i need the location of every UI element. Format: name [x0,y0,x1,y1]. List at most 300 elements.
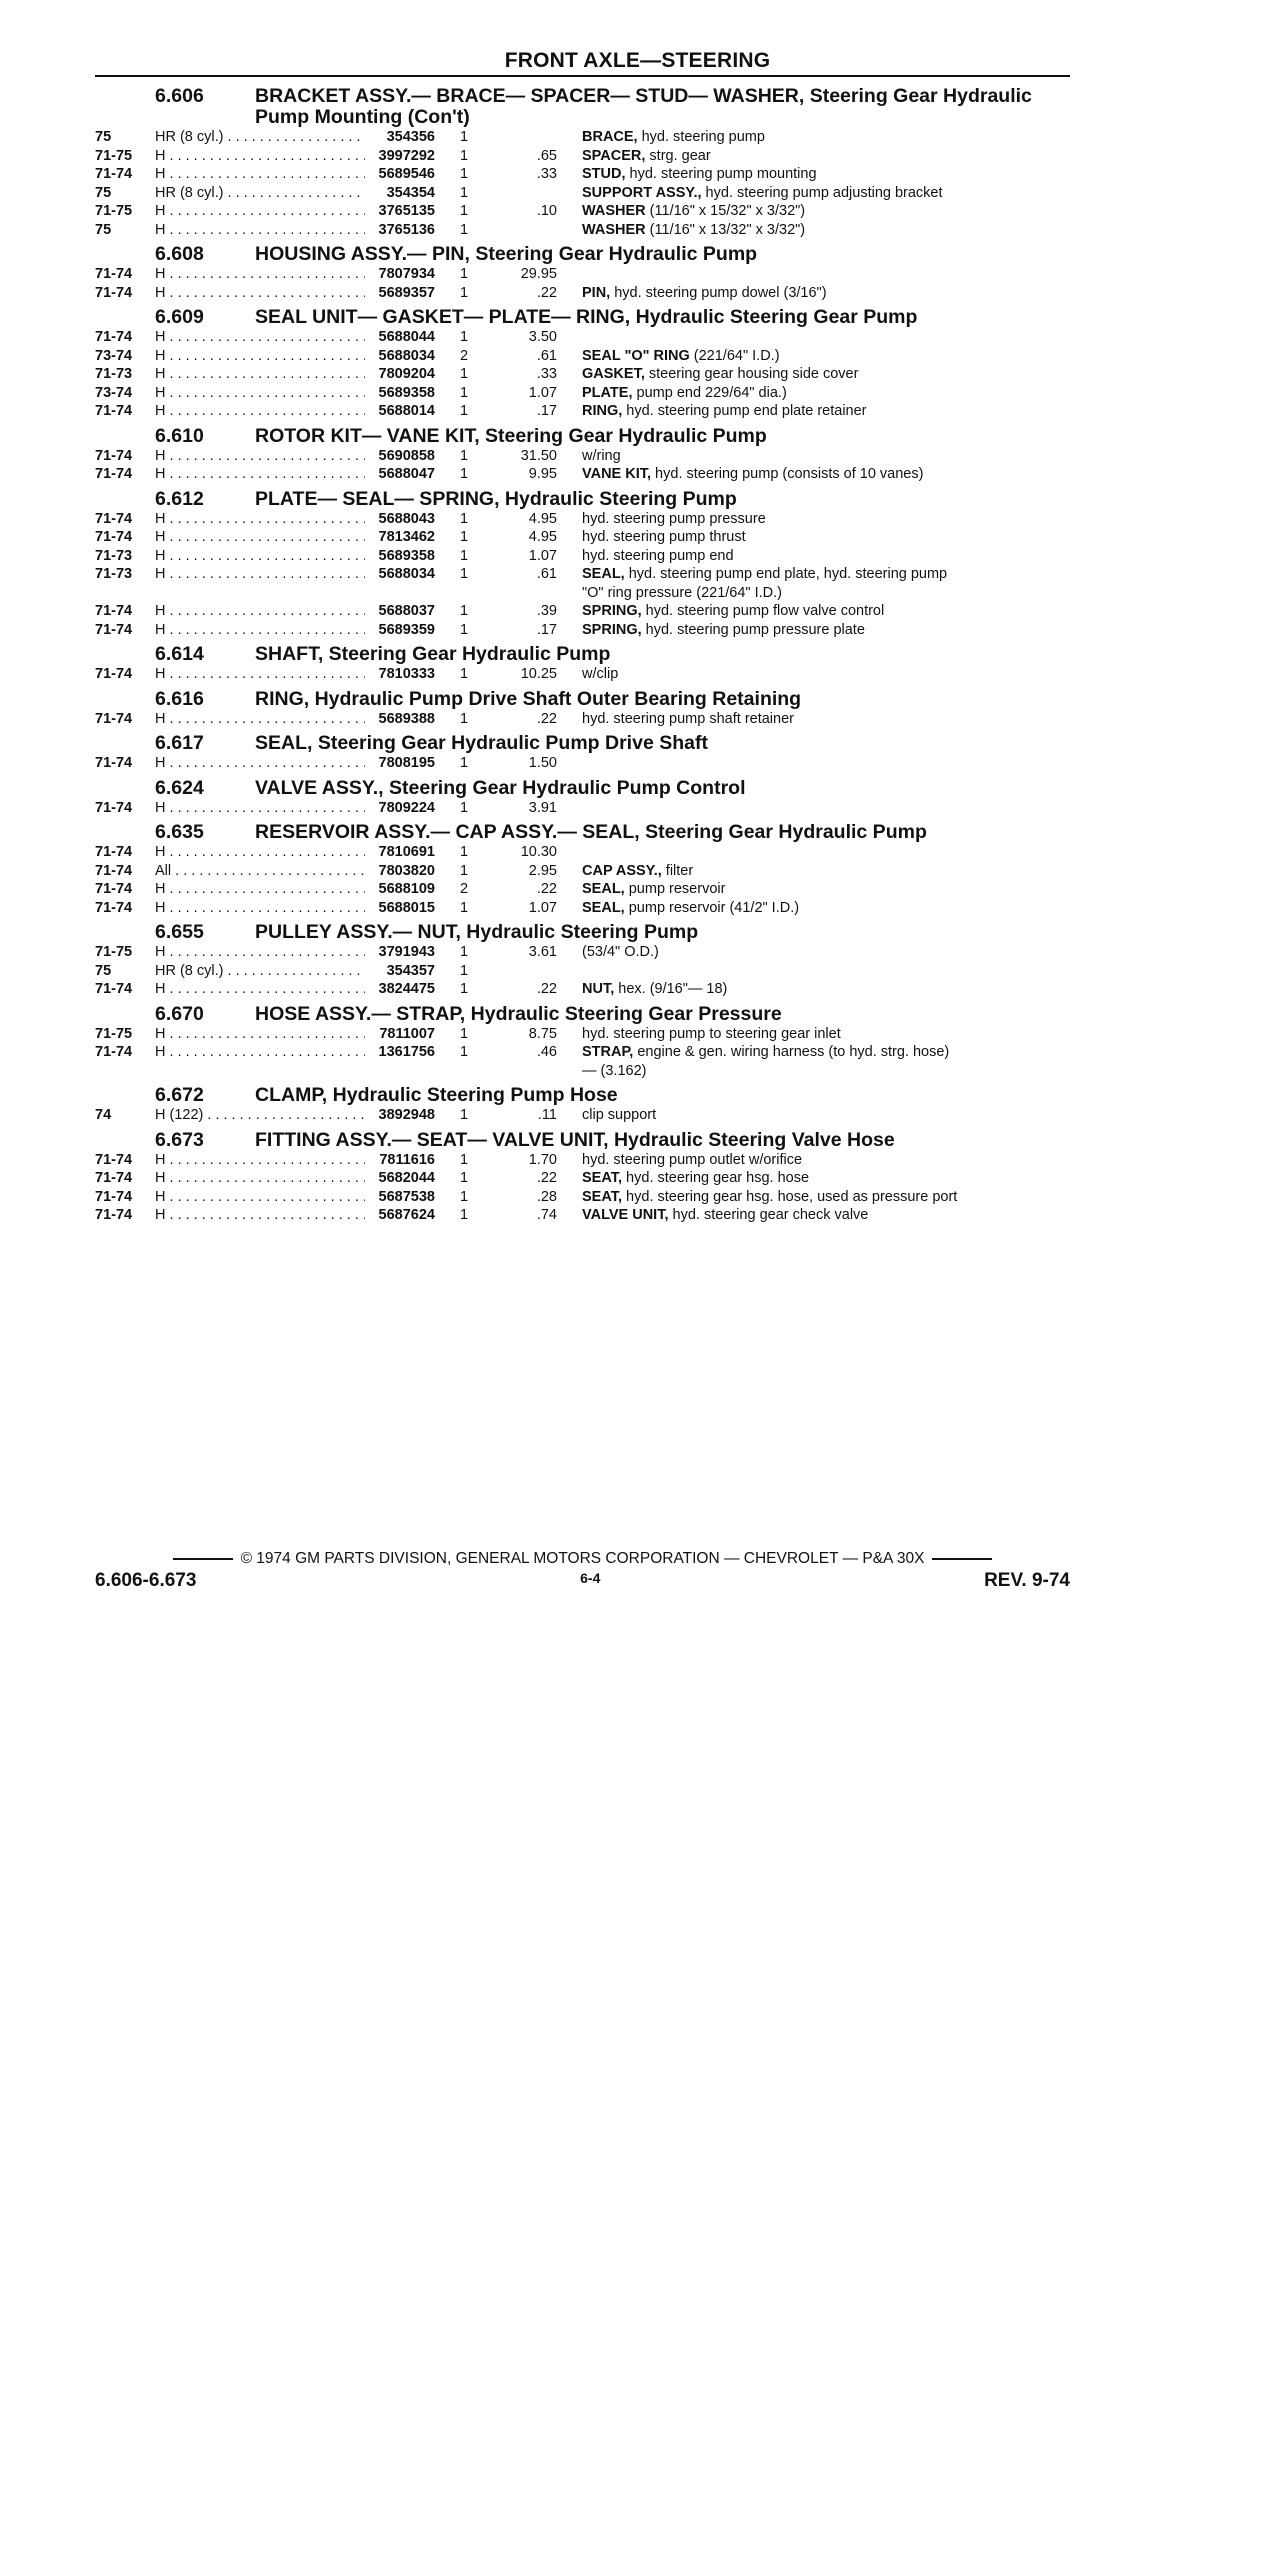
parts-group [95,1004,1075,1081]
quantity: 1 [460,1207,469,1223]
part-number: 5689388 [378,710,435,727]
part-row [95,165,1075,184]
model-years: 71-74 [95,621,133,638]
group-number: 6.616 [155,687,204,710]
application: H . . . [155,602,365,621]
part-number: 7809204 [378,366,435,382]
model-years: 71-73 [95,366,133,382]
part-number: 7803820 [378,862,435,879]
description-name: WASHER [582,203,646,219]
part-number: 3791943 [378,944,435,960]
application: H . . . [155,665,365,684]
group-title: SEAL UNIT— GASKET— PLATE— RING, Hydraulic Steering Gear Pump [255,306,918,328]
price: 3.50 [528,329,557,345]
price: 4.95 [528,529,557,545]
price [497,221,557,240]
description [557,147,960,166]
description [557,347,960,366]
model-years: 75 [95,129,112,145]
description [557,665,960,684]
description-name: SEAL, [582,881,625,897]
part-row [95,202,1075,221]
price: 1.70 [528,1151,557,1168]
part-number: 5688044 [378,329,435,345]
part-row [95,465,1075,484]
description [557,799,960,818]
model-years: 71-74 [95,844,133,860]
application: H . . . [155,1188,365,1207]
description [557,447,960,466]
group-number: 6.670 [155,1002,204,1025]
application: H . . . [155,384,365,403]
description-name: WASHER [582,221,646,238]
price: .65 [536,147,557,164]
description [557,128,960,147]
description [557,1169,960,1188]
application: H . . . [155,347,365,366]
part-number: 3892948 [378,1107,435,1123]
quantity: 1 [460,184,469,201]
group-heading [95,1130,1075,1151]
part-number: 354354 [386,184,435,201]
description-name: SEAL, [582,899,625,916]
description-name: SUPPORT ASSY., [582,184,702,201]
part-row [95,843,1075,862]
parts-group [95,307,1075,421]
description [557,862,960,881]
part-number: 5689546 [378,166,435,182]
description-text: pump reservoir [624,881,726,897]
description-name: BRACE, [582,129,638,145]
application: H . . . [155,1025,365,1044]
part-row [95,665,1075,684]
part-row [95,528,1075,547]
part-number: 5687624 [378,1207,435,1223]
description-name: VANE KIT, [582,466,652,482]
application: H . . . [155,880,365,899]
description-text: clip support [582,1107,657,1123]
description-name: STRAP, [582,1044,634,1060]
part-number: 7811007 [379,1025,435,1042]
price: .61 [536,566,557,582]
part-number: 5688034 [378,347,435,364]
application: H . . . [155,1151,365,1170]
part-row [95,365,1075,384]
price: .17 [536,621,557,638]
group-heading [95,489,1075,510]
group-heading [95,426,1075,447]
description-name: SEAL "O" RING [582,347,690,364]
quantity: 1 [460,166,469,182]
quantity: 1 [460,862,469,879]
part-row [95,1169,1075,1188]
price [497,184,557,203]
quantity: 1 [460,844,469,860]
parts-group [95,489,1075,640]
application: H . . . [155,447,365,466]
quantity: 1 [460,329,469,345]
description [557,602,960,621]
quantity: 1 [460,547,469,564]
footer-info-line [95,1570,1070,1592]
application: H . . . [155,1169,365,1188]
parts-group [95,922,1075,999]
part-number: 1361756 [378,1044,435,1060]
model-years: 71-74 [95,403,133,419]
quantity: 1 [460,981,469,997]
quantity: 1 [460,266,469,282]
price: .33 [536,366,557,382]
part-row [95,565,1075,602]
group-heading [95,733,1075,754]
part-row [95,1106,1075,1125]
model-years: 71-74 [95,284,133,301]
description-name: SEAT, [582,1170,623,1186]
description [557,962,960,981]
part-row [95,1043,1075,1080]
description [557,510,960,529]
group-title: CLAMP, Hydraulic Steering Pump Hose [255,1084,618,1106]
model-years: 71-75 [95,944,133,960]
part-number: 7813462 [378,529,435,545]
model-years: 71-74 [95,862,133,879]
model-years: 71-74 [95,266,133,282]
model-years: 71-74 [95,981,133,997]
quantity: 1 [460,147,469,164]
price: .22 [536,710,557,727]
part-row [95,284,1075,303]
application: H . . . [155,943,365,962]
part-number: 5688015 [378,899,435,916]
model-years: 71-75 [95,203,133,219]
description-text: hyd. steering pump pressure [582,510,766,527]
part-row [95,899,1075,918]
quantity: 1 [460,203,469,219]
description-name: VALVE UNIT, [582,1207,669,1223]
model-years: 73-74 [95,384,133,401]
price: .28 [536,1188,557,1205]
application: H . . . [155,528,365,547]
part-row [95,221,1075,240]
model-years: 75 [95,962,112,979]
quantity: 1 [460,899,469,916]
description-text: hyd. steering gear hsg. hose [622,1170,810,1186]
description [557,384,960,403]
group-title: VALVE ASSY., Steering Gear Hydraulic Pump Control [255,776,746,799]
group-number: 6.610 [155,424,204,447]
description [557,1188,960,1207]
part-row [95,880,1075,899]
group-number: 6.624 [155,776,204,799]
price: .46 [536,1044,557,1060]
application: H . . . [155,621,365,640]
group-title: SHAFT, Steering Gear Hydraulic Pump [255,643,611,665]
group-heading [95,689,1075,710]
quantity: 1 [460,529,469,545]
group-heading [95,922,1075,943]
description-name: CAP ASSY., [582,862,662,879]
part-number: 7811616 [379,1151,435,1168]
quantity: 1 [460,621,469,638]
description-name: SPRING, [582,621,642,638]
model-years: 71-74 [95,1207,133,1223]
part-number: 3765135 [378,203,435,219]
group-heading [95,1004,1075,1025]
application: HR (8 cyl.) . . . [155,184,365,203]
description [557,365,960,384]
description-text: hyd. steering pump shaft retainer [582,710,794,727]
application: H (122) . . . [155,1106,365,1125]
description-text: hyd. steering gear hsg. hose, used as pressure port [622,1188,958,1205]
description-text: filter [661,862,694,879]
description-name: SPACER, [582,147,646,164]
part-row [95,547,1075,566]
description [557,710,960,729]
description-text: hyd. steering pump thrust [582,529,746,545]
part-number: 7809224 [378,799,435,816]
group-number: 6.609 [155,306,204,328]
group-number: 6.614 [155,643,204,665]
group-number: 6.606 [155,85,204,107]
application: H . . . [155,1043,365,1080]
footer-rule-right [932,1558,992,1560]
description-name: GASKET, [582,366,645,382]
group-heading [95,1085,1075,1106]
price: .33 [536,166,557,182]
model-years: 71-74 [95,166,133,182]
price: 31.50 [520,447,557,464]
quantity: 1 [460,447,469,464]
part-row [95,265,1075,284]
price: 10.25 [520,666,557,682]
price [497,128,557,147]
description-text: (11/16" x 13/32" x 3/32") [645,221,806,238]
description [557,184,960,203]
group-title: BRACKET ASSY.— BRACE— SPACER— STUD— WASHER, Steering Gear Hydraulic Pump Mounting (Con't) [255,85,1032,128]
quantity: 1 [460,466,469,482]
page-title: FRONT AXLE—STEERING [504,49,771,72]
application: H . . . [155,799,365,818]
price: 9.95 [528,466,557,482]
parts-group [95,1085,1075,1125]
part-row [95,1206,1075,1225]
quantity: 1 [460,510,469,527]
price: 1.07 [528,899,557,916]
application: H . . . [155,365,365,384]
model-years: 71-74 [95,466,133,482]
quantity: 1 [460,799,469,816]
description-text: steering gear housing side cover [644,366,859,382]
price: .22 [536,1170,557,1186]
description-text: pump end 229/64" dia.) [632,384,787,401]
footer-rule-left [173,1558,233,1560]
parts-group [95,1130,1075,1225]
parts-group [95,733,1075,773]
price: .61 [536,347,557,364]
quantity: 1 [460,384,469,401]
description-name: NUT, [582,981,615,997]
application: H . . . [155,284,365,303]
application: HR (8 cyl.) . . . [155,962,365,981]
description-name: STUD, [582,166,626,182]
model-years: 75 [95,184,112,201]
model-years: 71-75 [95,147,133,164]
part-row [95,328,1075,347]
description [557,880,960,899]
application: H . . . [155,328,365,347]
description-name: SEAT, [582,1188,623,1205]
group-title: PULLEY ASSY.— NUT, Hydraulic Steering Pump [255,921,699,943]
price: .10 [536,203,557,219]
model-years: 71-74 [95,529,133,545]
group-title: ROTOR KIT— VANE KIT, Steering Gear Hydraulic Pump [255,424,767,447]
model-years: 71-74 [95,881,133,897]
application: HR (8 cyl.) . . . [155,128,365,147]
part-row [95,147,1075,166]
description-text: hyd. steering pump outlet w/orifice [582,1151,803,1168]
part-number: 5687538 [378,1188,435,1205]
description [557,528,960,547]
quantity: 1 [460,1025,469,1042]
description [557,1043,960,1080]
price: 1.50 [528,755,557,771]
model-years: 71-74 [95,510,133,527]
description-text: hyd. steering pump end plate, hyd. steering pump "O" ring pressure (221/64" I.D.) [582,566,948,601]
application: H . . . [155,510,365,529]
part-number: 5682044 [378,1170,435,1186]
description-text: hyd. steering gear check valve [668,1207,869,1223]
description-text: (53/4" O.D.) [582,944,659,960]
part-row [95,510,1075,529]
part-row [95,799,1075,818]
description [557,843,960,862]
price: .74 [536,1207,557,1223]
model-years: 75 [95,221,112,238]
model-years: 71-74 [95,603,133,619]
description [557,1206,960,1225]
part-number: 5690858 [378,447,435,464]
group-title: PLATE— SEAL— SPRING, Hydraulic Steering Pump [255,487,737,510]
part-row [95,754,1075,773]
description-text: w/ring [582,447,621,464]
description [557,202,960,221]
description-name: RING, [582,403,623,419]
description-name: SEAL, [582,566,625,582]
page-number: 6-4 [580,1570,601,1586]
part-row [95,602,1075,621]
group-heading [95,644,1075,665]
model-years: 71-74 [95,799,133,816]
part-number: 7807934 [378,266,435,282]
application: H . . . [155,265,365,284]
part-number: 354357 [386,962,435,979]
part-row [95,1188,1075,1207]
description [557,621,960,640]
part-row [95,347,1075,366]
description-text: engine & gen. wiring harness (to hyd. strg. hose)— (3.162) [582,1044,950,1079]
description-text: hex. (9/16"— 18) [614,981,728,997]
quantity: 1 [460,1107,469,1123]
description-text: (11/16" x 15/32" x 3/32") [645,203,806,219]
application: H . . . [155,402,365,421]
group-heading [95,778,1075,799]
model-years: 71-74 [95,710,133,727]
application: H . . . [155,754,365,773]
part-number: 5689359 [378,621,435,638]
description-text: hyd. steering pump to steering gear inlet [582,1025,841,1042]
description-text: hyd. steering pump pressure plate [641,621,865,638]
part-row [95,943,1075,962]
part-number: 7810333 [378,666,435,682]
price: 8.75 [528,1025,557,1042]
group-number: 6.635 [155,821,204,843]
page-footer [95,1550,1070,1592]
model-years: 71-74 [95,899,133,916]
part-row [95,862,1075,881]
description [557,943,960,962]
group-title: SEAL, Steering Gear Hydraulic Pump Drive Shaft [255,732,708,754]
description-name: PIN, [582,284,611,301]
part-number: 5688047 [378,466,435,482]
price: .22 [536,284,557,301]
parts-group [95,426,1075,484]
quantity: 1 [460,1044,469,1060]
quantity: 1 [460,1151,469,1168]
description-text: hyd. steering pump end [582,547,734,564]
part-number: 5688034 [378,566,435,582]
quantity: 1 [460,1188,469,1205]
quantity: 1 [460,366,469,382]
parts-group [95,689,1075,729]
application: H . . . [155,165,365,184]
price: 2.95 [528,862,557,879]
description [557,899,960,918]
quantity: 1 [460,284,469,301]
model-years: 71-74 [95,666,133,682]
quantity: 1 [460,666,469,682]
description [557,402,960,421]
description-text: hyd. steering pump mounting [625,166,817,182]
part-number: 5688037 [378,603,435,619]
price: 1.07 [528,547,557,564]
application: All . . . [155,862,365,881]
application: H . . . [155,465,365,484]
price [497,962,557,981]
parts-group [95,244,1075,302]
price: .39 [536,603,557,619]
quantity: 1 [460,221,469,238]
description [557,1025,960,1044]
model-years: 71-73 [95,566,133,582]
description [557,221,960,240]
price: 29.95 [520,266,557,282]
model-years: 71-74 [95,1044,133,1060]
part-number: 3765136 [378,221,435,238]
parts-group [95,644,1075,684]
model-years: 71-74 [95,755,133,771]
part-row [95,402,1075,421]
group-number: 6.608 [155,243,204,265]
description-text: hyd. steering pump dowel (3/16") [610,284,827,301]
price: 3.91 [528,799,557,816]
part-number: 5688043 [378,510,435,527]
part-number: 7810691 [378,844,435,860]
description-name: SPRING, [582,603,642,619]
part-row [95,621,1075,640]
model-years: 71-74 [95,447,133,464]
part-number: 3997292 [378,147,435,164]
part-row [95,1025,1075,1044]
